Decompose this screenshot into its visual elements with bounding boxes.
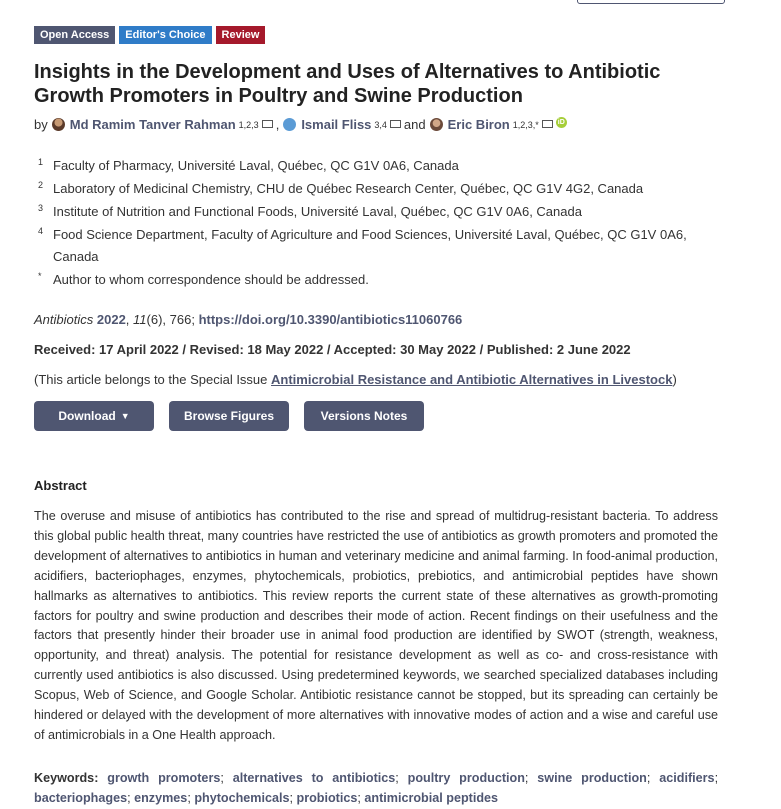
author-line: by Md Ramim Tanver Rahman 1,2,3 , Ismail Fliss 3,4 and Eric Biron 1,2,3,* iD: [34, 117, 565, 132]
keyword-link[interactable]: growth promoters: [107, 771, 221, 785]
citation-line: Antibiotics 2022, 11(6), 766; https://doi.org/10.3390/antibiotics11060766: [34, 312, 463, 327]
special-issue-link[interactable]: Antimicrobial Resistance and Antibiotic Alternatives in Livestock: [271, 372, 673, 387]
mail-icon[interactable]: [390, 120, 401, 128]
article-title: Insights in the Development and Uses of Alternatives to Antibiotic Growth Promoters in Poultry and Swine Production: [34, 61, 661, 107]
doi-link[interactable]: https://doi.org/10.3390/antibiotics11060766: [198, 312, 463, 327]
author-name-biron[interactable]: Eric Biron: [447, 117, 510, 132]
badge-open-access[interactable]: Open Access: [34, 26, 115, 44]
by-label: by: [34, 117, 48, 132]
journal-name: Antibiotics: [34, 312, 94, 327]
citation-volume: 11: [133, 312, 147, 327]
keyword-link[interactable]: enzymes: [134, 790, 188, 805]
mail-icon[interactable]: [542, 120, 553, 128]
correspondence-note: * Author to whom correspondence should be addressed.: [38, 271, 369, 287]
keyword-link[interactable]: alternatives to antibiotics: [232, 771, 396, 785]
citation-year: 2022: [96, 312, 126, 327]
keyword-link[interactable]: probiotics: [296, 790, 358, 805]
affiliation-item: 1 Faculty of Pharmacy, Université Laval, Québec, QC G1V 0A6, Canada: [38, 157, 459, 173]
badge-review[interactable]: Review: [216, 26, 266, 44]
download-button[interactable]: [34, 401, 154, 431]
keyword-link[interactable]: swine production: [537, 771, 647, 785]
chevron-down-icon: ▼: [120, 411, 130, 421]
orcid-icon[interactable]: iD: [557, 119, 565, 126]
browse-figures-button[interactable]: Browse Figures: [169, 401, 289, 431]
abstract-text: The overuse and misuse of antibiotics has contributed to the rise and spread of multidrug-resistant bacteria. To address this global public health threat, many countries have restricted the use of antibiotics as growth promoters and promoted the development of alternatives to antibiotics in human and veterinary medicine and animal farming. In food-animal production, acidifiers, bacteriophages, enzymes, phytochemicals, probiotics, prebiotics, and antimicrobial peptides have shown hallmarks as alternatives to antibiotics. This review reports the current state of these alternatives as growth-promoting factors for poultry and swine production and describes their mode of action. Recent findings on their usefulness and the factors that presently hinder their broader use in animal food production are identified by SWOT (strength, weakness, opportunity, and threat) analysis. The potential for resistance development as well as co- and cross-resistance with currently used antibiotics is also discussed. Using predetermined keywords, we searched specialized databases including Scopus, Web of Science, and Google Scholar. Antibiotic resistance cannot be stopped, but its spreading can certainly be hindered or delayed with the development of more alternatives with innovative modes of action and a wise and careful use of antimicrobials in a One Health approach.: [34, 509, 718, 742]
top-button-edge[interactable]: [577, 0, 725, 4]
keyword-link[interactable]: bacteriophages: [34, 790, 128, 805]
author-affiliation-sup: 1,2,3: [238, 119, 259, 130]
download-label: Download: [58, 409, 116, 423]
abstract-heading: Abstract: [34, 478, 87, 493]
keyword-link[interactable]: acidifiers: [659, 771, 715, 785]
author-photo-icon: [430, 118, 443, 131]
author-photo-icon: [52, 118, 65, 131]
affiliation-item: 2 Laboratory of Medicinal Chemistry, CHU de Québec Research Center, Québec, QC G1V 4G2, Canada: [38, 180, 644, 196]
author-name-fliss[interactable]: Ismail Fliss: [301, 117, 372, 132]
affiliation-item: 4 Food Science Department, Faculty of Agriculture and Food Sciences, Université Laval, Québec, QC G1V 0A6, Canada: [38, 226, 687, 264]
author-placeholder-icon: [283, 118, 296, 131]
article-badges: [34, 26, 265, 44]
versions-notes-button[interactable]: Versions Notes: [304, 401, 424, 431]
author-name-rahman[interactable]: Md Ramim Tanver Rahman: [69, 117, 236, 132]
keywords-line: Keywords: growth promoters; alternatives to antibiotics; poultry production; swine production; acidifiers; bacteriophages; enzymes; phytochemicals; probiotics; antimicrobial peptides: [34, 771, 719, 805]
affiliations-list: [38, 155, 718, 292]
keywords-label: Keywords:: [34, 771, 99, 785]
publication-dates: Received: 17 April 2022 / Revised: 18 May 2022 / Accepted: 30 May 2022 / Published: 2 June 2022: [34, 342, 631, 357]
keyword-link[interactable]: antimicrobial peptides: [364, 790, 499, 805]
and-label: and: [403, 117, 426, 132]
badge-editors-choice[interactable]: Editor's Choice: [119, 26, 211, 44]
mail-icon[interactable]: [262, 120, 273, 128]
keyword-link[interactable]: phytochemicals: [194, 790, 290, 805]
keyword-link[interactable]: poultry production: [407, 771, 525, 785]
special-issue-note: (This article belongs to the Special Issue Antimicrobial Resistance and Antibiotic Alternatives in Livestock): [34, 372, 677, 387]
author-affiliation-sup: 3,4: [374, 119, 387, 130]
author-affiliation-sup: 1,2,3,*: [512, 119, 539, 130]
citation-issue: (6), 766;: [146, 312, 195, 327]
affiliation-item: 3 Institute of Nutrition and Functional Foods, Université Laval, Québec, QC G1V 0A6, Canada: [38, 203, 582, 219]
